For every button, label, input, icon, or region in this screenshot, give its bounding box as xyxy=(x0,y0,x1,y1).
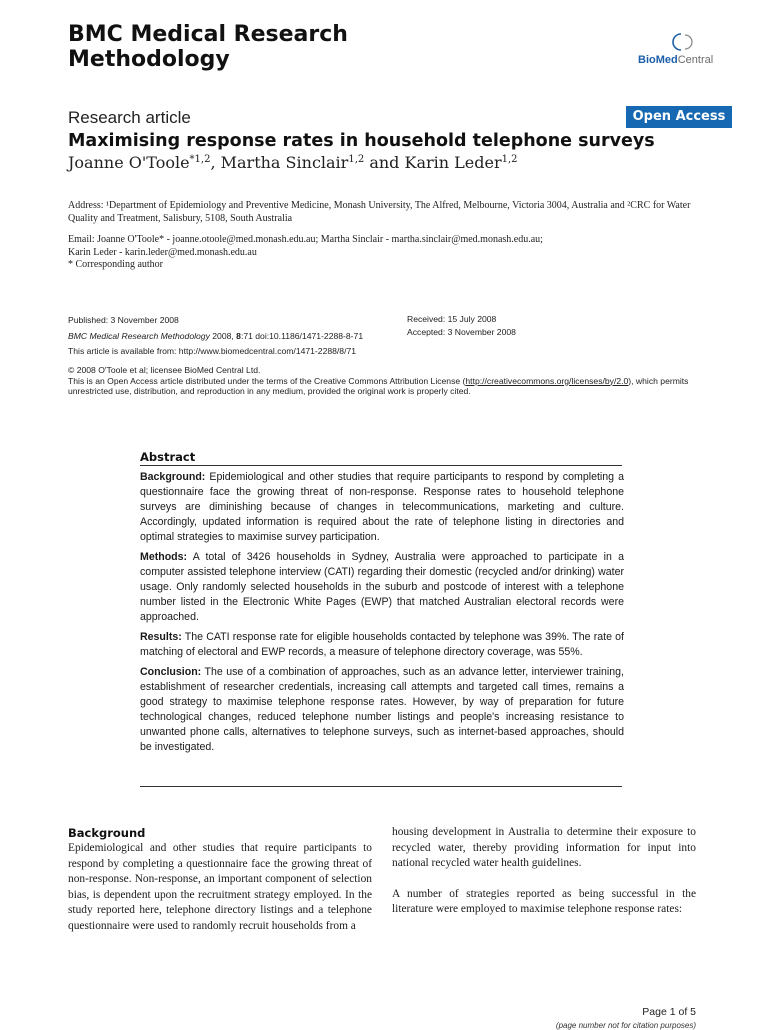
abstract-section-text: A total of 3426 households in Sydney, Australia were approached to participate in a computer assisted telephone interview (CATI) regarding their domestic (recycled and/or drinking) water usage. Only randomly selected households in the suburb and postcode of interest with a telephone number listed in the Electronic White Pages (EWP) that matched Australian electoral records were approached. xyxy=(140,551,624,623)
abstract-section-label: Methods: xyxy=(140,551,188,563)
author-separator: and xyxy=(364,153,405,172)
abstract-section-label: Results: xyxy=(140,631,182,643)
publisher-name xyxy=(638,54,713,66)
author-name[interactable]: Joanne O'Toole xyxy=(68,153,190,172)
author-affiliation: 1,2 xyxy=(501,154,518,165)
publisher-logo[interactable] xyxy=(638,32,728,72)
article-title: Maximising response rates in household telephone surveys xyxy=(68,131,655,151)
section-heading-background: Background xyxy=(68,826,146,840)
open-access-badge: Open Access xyxy=(626,106,732,128)
publisher-name-part2: Central xyxy=(677,54,714,66)
license-text-start: This is an Open Access article distributed under the terms of the Creative Commons Attribution License ( xyxy=(68,375,466,386)
abstract-background xyxy=(140,470,624,545)
publication-info xyxy=(68,313,363,360)
citation xyxy=(68,329,363,345)
license-text xyxy=(68,376,718,397)
journal-title xyxy=(68,22,348,72)
abstract-section-text: Epidemiological and other studies that require participants to respond by completing a questionnaire face the growing threat of non-response. Response rates to household telephone surveys are diminishing because of changes in telecommunications, marketing and culture. Accordingly, updated information is required about the rate of telephone listing in directories and optimal strategies to maximise survey participation. xyxy=(140,471,624,543)
abstract-body xyxy=(140,470,624,760)
author-name[interactable]: Martha Sinclair xyxy=(220,153,349,172)
citation-year: 2008, xyxy=(209,330,237,341)
page-number-note: (page number not for citation purposes) xyxy=(555,1021,696,1030)
author-separator: , xyxy=(210,153,221,172)
license-block xyxy=(68,365,718,397)
abstract-section-text: The CATI response rate for eligible households contacted by telephone was 39%. The rate of matching of electoral and EWP records, a measure of telephone directory coverage, was 55%. xyxy=(140,631,624,658)
biomed-central-logo-icon xyxy=(674,32,692,52)
abstract-conclusion xyxy=(140,665,624,755)
abstract-results xyxy=(140,630,624,660)
affiliation-address: Address: ¹Department of Epidemiology and Preventive Medicine, Monash University, The Alfred, Melbourne, Victoria 3004, Australia and ²CRC for Water Quality and Treatment, Salisbury, 5108, South Australia xyxy=(68,200,691,224)
article-url[interactable]: This article is available from: http://www.biomedcentral.com/1471-2288/8/71 xyxy=(68,346,357,356)
journal-title-line2: Methodology xyxy=(68,47,230,72)
body-paragraph: housing development in Australia to determine their exposure to recycled water, thereby providing information for input into national recycled water health guidelines. xyxy=(392,826,696,869)
body-paragraph: A number of strategies reported as being successful in the literature were employed to maximise telephone response rates: xyxy=(392,887,696,915)
copyright-line: © 2008 O'Toole et al; licensee BioMed Central Ltd. xyxy=(68,365,261,375)
citation-volume: 8 xyxy=(236,330,241,341)
email-line[interactable]: Karin Leder - karin.leder@med.monash.edu.au xyxy=(68,246,257,258)
abstract-heading: Abstract xyxy=(140,450,196,464)
published-date: Published: 3 November 2008 xyxy=(68,315,179,325)
license-text-end: ), which permits unrestricted use, distribution, and reproduction in any medium, provided the original work is properly cited. xyxy=(68,375,689,396)
article-type: Research article xyxy=(68,108,191,127)
author-affiliation: 1,2 xyxy=(348,154,365,165)
abstract-section-label: Background: xyxy=(140,471,206,483)
page-number: Page 1 of 5 xyxy=(642,1006,696,1018)
abstract-methods xyxy=(140,550,624,625)
citation-doi: :71 doi:10.1186/1471-2288-8-71 xyxy=(240,330,364,341)
abstract-section-label: Conclusion: xyxy=(140,666,202,678)
author-list xyxy=(68,153,518,172)
author-emails xyxy=(68,234,708,272)
author-name[interactable]: Karin Leder xyxy=(404,153,502,172)
license-link[interactable]: http://creativecommons.org/licenses/by/2.0 xyxy=(465,375,629,386)
abstract-divider-bottom xyxy=(140,786,622,787)
body-paragraph: Epidemiological and other studies that require participants to respond by completing a questionnaire face the growing threat of non-response. Non-response, an important component of selection bias, is dependent upon the recruitment strategy employed. In the study reported here, telephone directory listings and a telephone questionnaire were used to randomly recruit households from a xyxy=(68,842,372,932)
body-column-left xyxy=(68,841,372,949)
author-affiliation: *1,2 xyxy=(189,154,211,165)
body-column-right xyxy=(392,825,696,933)
received-date: Received: 15 July 2008 xyxy=(407,314,497,324)
accepted-date: Accepted: 3 November 2008 xyxy=(407,327,516,337)
citation-journal: BMC Medical Research Methodology xyxy=(68,330,210,341)
abstract-section-text: The use of a combination of approaches, such as an advance letter, interviewer training, establishment of researcher credentials, increasing call attempts and targeted call times, remains a good strategy to maximise telephone response rates. However, by way of preparation for future technological changes, reduced telephone number listings and people's increasing resistance to unwanted phone calls, alternatives to telephone surveys, such as internet-based approaches, should be investigated. xyxy=(140,666,624,753)
corresponding-author-note: * Corresponding author xyxy=(68,259,163,270)
email-line[interactable]: Email: Joanne O'Toole* - joanne.otoole@med.monash.edu.au; Martha Sinclair - martha.sinclair@med.monash.edu.au; xyxy=(68,234,543,245)
abstract-divider-top xyxy=(140,465,622,466)
article-dates xyxy=(407,313,516,339)
publisher-name-part1: BioMed xyxy=(638,54,678,66)
journal-title-line1: BMC Medical Research xyxy=(68,22,348,47)
